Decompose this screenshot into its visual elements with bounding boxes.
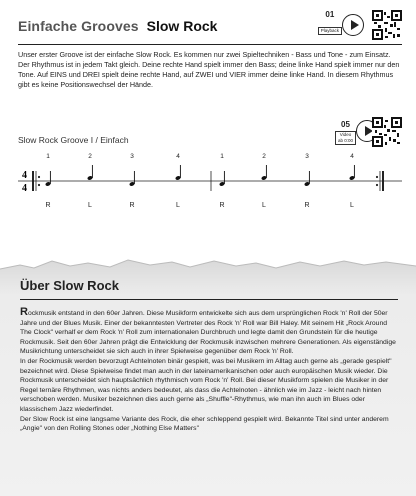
hand-label: R: [45, 202, 51, 209]
playback-badge: [318, 10, 342, 37]
paragraph: In der Rockmusik werden bevorzugt Achtelnoten binär gespielt, was bei Musikern im Alltag auch gerne als „gerade gespielt" bezeichnet wird. Diese Spielweise findet man auch in der lateinamerikanischen oder auch europäischen Musik wieder. Die Rockmusik unterscheidet sich hauptsächlich rhythmisch vom Rock 'n' Roll. Bei dieser Musikform spielen die Musiker in der Regel ternäre Rhythmen, was nichts anders bedeutet, als dass die Achtelnoten - ähnlich wie im Jazz - leicht nach hinten verschoben werden. Musiker bezeichnen dies auch gerne als „Shuffle"-Rhythmus, wie man ihn auch im Blues oder klassischem Jazz wiederfindet.: [20, 357, 392, 413]
page-title: [18, 18, 217, 34]
repeat-start-bar: [32, 171, 34, 191]
paragraph: [20, 308, 398, 357]
beat-count: 2: [262, 153, 266, 160]
time-signature-top: 4: [22, 170, 27, 181]
repeat-dot: [38, 184, 40, 186]
drop-cap: R: [20, 306, 28, 318]
info-box-divider: [20, 299, 398, 300]
video-label: [335, 131, 356, 145]
drum-notation: [18, 147, 402, 217]
header-divider: [18, 44, 402, 45]
paragraph: Der Slow Rock ist eine langsame Variante des Rock, die eher schleppend gespielt wird. Bekannte Titel sind unter anderem „Angie" von den Rolling Stones oder „Nothing Else Matters": [20, 415, 389, 433]
title-topic: Slow Rock: [146, 18, 218, 34]
info-box-title: Über Slow Rock: [20, 278, 119, 293]
beat-count: 1: [46, 153, 50, 160]
title-category: Einfache Grooves: [18, 18, 139, 34]
intro-paragraph: Unser erster Groove ist der einfache Slow Rock. Es kommen nur zwei Spieltechniken - Bass und Tone - zum Einsatz. Der Rhythmus ist in jedem Takt gleich. Deine rechte Hand spielt immer den Bass; deine linke Hand spielt immer nur den Tone. Auf EINS und DREI spielt deine rechte Hand, auf ZWEI und VIER immer deine linke Hand. In diesem Rhythmus gibt es keine Positionswechsel der Hände.: [18, 50, 400, 89]
repeat-end-bar: [382, 171, 384, 191]
beat-count: 4: [176, 153, 180, 160]
video-badge: [335, 120, 356, 147]
hand-label: L: [88, 202, 92, 209]
hand-label: L: [350, 202, 354, 209]
hand-label: L: [176, 202, 180, 209]
beat-count: 4: [350, 153, 354, 160]
repeat-dot: [38, 176, 40, 178]
repeat-dot: [376, 184, 378, 186]
video-label-text: Video: [339, 132, 352, 137]
video-timecode: ab 0:00: [337, 138, 353, 143]
video-number: 05: [341, 120, 350, 129]
hand-label: R: [219, 202, 225, 209]
time-signature-bottom: 4: [22, 183, 27, 194]
hand-label: R: [129, 202, 135, 209]
playback-label: Playback: [318, 27, 342, 35]
groove-title: Slow Rock Groove I / Einfach: [18, 135, 129, 145]
play-icon[interactable]: [342, 14, 364, 36]
paragraph-text: ockmusik entstand in den 60er Jahren. Diese Musikform entwickelte sich aus dem ursprünglichen Rock 'n' Roll der 50er Jahre und der Blues Musik. Einer der bekanntesten Vertreter des Rock 'n' Roll war Bill Haley. Mit seinem Hit „Rock Around The Clock" verhalf er dem Rock 'n' Roll zum internationalen Durchbruch und legte damit den Grundstein für die heutige Rockmusik. Seit den 60er Jahren prägt die Entwicklung der Rockmusik inzwischen mehrere Generationen. Als eigenständige Musikrichtung unterscheidet sie sich auch in ihrer Spielweise gegenüber dem Rock 'n' Roll.: [20, 310, 396, 356]
info-box: [20, 278, 398, 434]
beat-count: 3: [305, 153, 309, 160]
video-qr-code-icon[interactable]: [372, 117, 402, 147]
hand-label: R: [304, 202, 310, 209]
beat-count: 3: [130, 153, 134, 160]
beat-count: 1: [220, 153, 224, 160]
qr-code-icon[interactable]: [372, 10, 402, 40]
beat-count: 2: [88, 153, 92, 160]
repeat-dot: [376, 176, 378, 178]
page-header: [18, 8, 402, 46]
playback-number: 01: [325, 10, 335, 19]
hand-label: L: [262, 202, 266, 209]
info-box-text: [20, 308, 398, 434]
